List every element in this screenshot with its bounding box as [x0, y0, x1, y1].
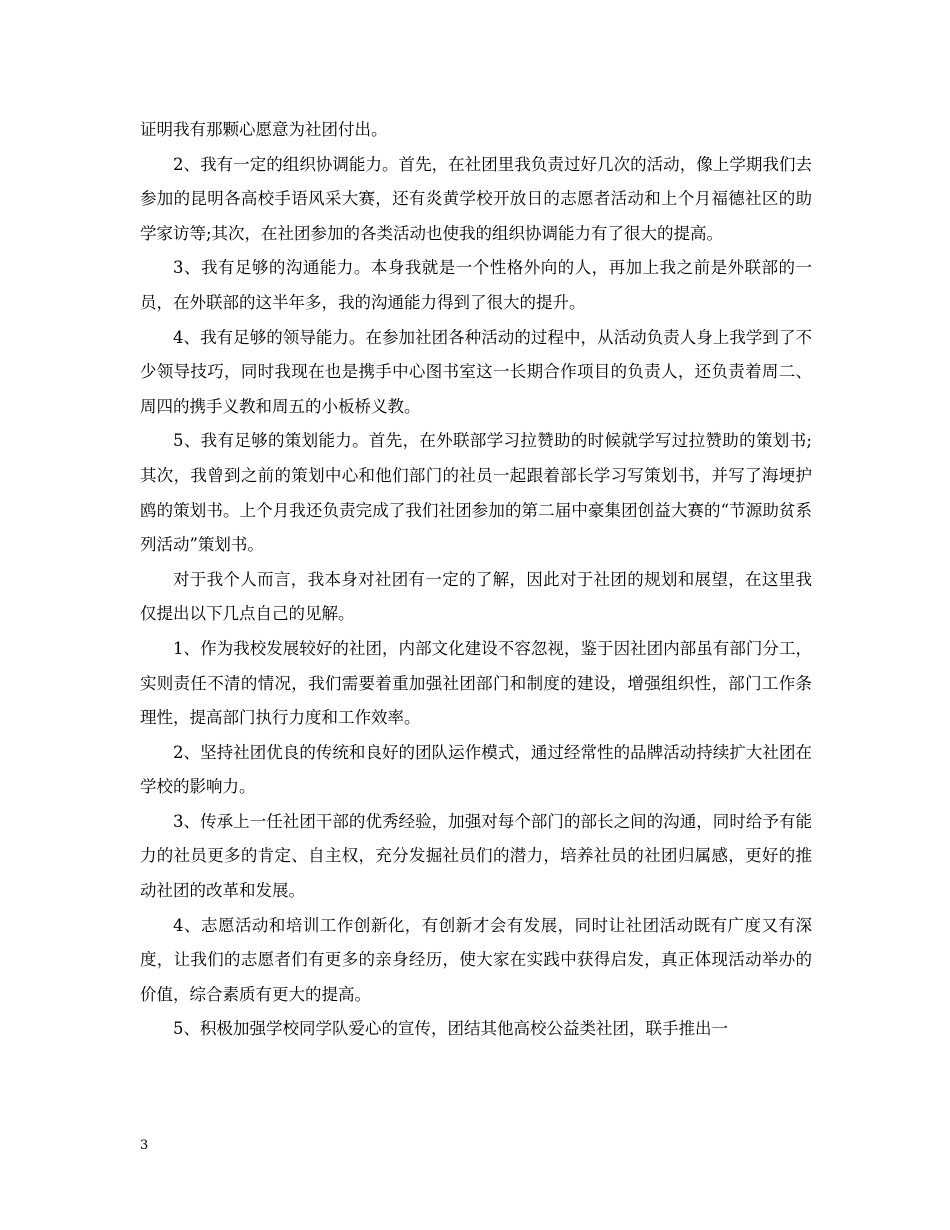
page-number: 3 [140, 1138, 149, 1153]
paragraph: 2、坚持社团优良的传统和良好的团队运作模式，通过经常性的品牌活动持续扩大社团在学校的影响力。 [140, 742, 812, 797]
paragraph: 4、我有足够的领导能力。在参加社团各种活动的过程中，从活动负责人身上我学到了不少领导技巧，同时我现在也是携手中心图书室这一长期合作项目的负责人，还负责着周二、周四的携手义教和周五的小板桥义教。 [140, 327, 812, 416]
paragraph: 1、作为我校发展较好的社团，内部文化建设不容忽视，鉴于因社团内部虽有部门分工，实则责任不清的情况，我们需要着重加强社团部门和制度的建设，增强组织性，部门工作条理性，提高部门执行力度和工作效率。 [140, 638, 812, 728]
paragraph: 5、我有足够的策划能力。首先，在外联部学习拉赞助的时候就学写过拉赞助的策划书;其次，我曾到之前的策划中心和他们部门的社员一起跟着部长学习写策划书，并写了海埂护鸥的策划书。上个月我还负责完成了我们社团参加的第二届中豪集团创益大赛的“节源助贫系列活动”策划书。 [140, 431, 812, 555]
paragraph: 3、我有足够的沟通能力。本身我就是一个性格外向的人，再加上我之前是外联部的一员，在外联部的这半年多，我的沟通能力得到了很大的提升。 [140, 258, 812, 312]
paragraph: 证明我有那颗心愿意为社团付出。 [140, 120, 388, 139]
paragraph: 对于我个人而言，我本身对社团有一定的了解，因此对于社团的规划和展望，在这里我仅提出以下几点自己的见解。 [140, 569, 812, 624]
paragraph: 5、积极加强学校同学队爱心的宣传，团结其他高校公益类社团，联手推出一 [173, 1019, 728, 1039]
paragraph: 4、志愿活动和培训工作创新化，有创新才会有发展，同时让社团活动既有广度又有深度，让我们的志愿者们有更多的亲身经历，使大家在实践中获得启发，真正体现活动举办的价值，综合素质有更大的提高。 [140, 915, 812, 1004]
paragraph: 3、传承上一任社团干部的优秀经验，加强对每个部门的部长之间的沟通，同时给予有能力的社员更多的肯定、自主权，充分发掘社员们的潜力，培养社员的社团归属感，更好的推动社团的改革和发展。 [140, 811, 812, 901]
paragraph: 2、我有一定的组织协调能力。首先，在社团里我负责过好几次的活动，像上学期我们去参加的昆明各高校手语风采大赛，还有炎黄学校开放日的志愿者活动和上个月福德社区的助学家访等;其次，在社团参加的各类活动也使我的组织协调能力有了很大的提高。 [140, 154, 812, 243]
body-text [140, 113, 812, 1047]
